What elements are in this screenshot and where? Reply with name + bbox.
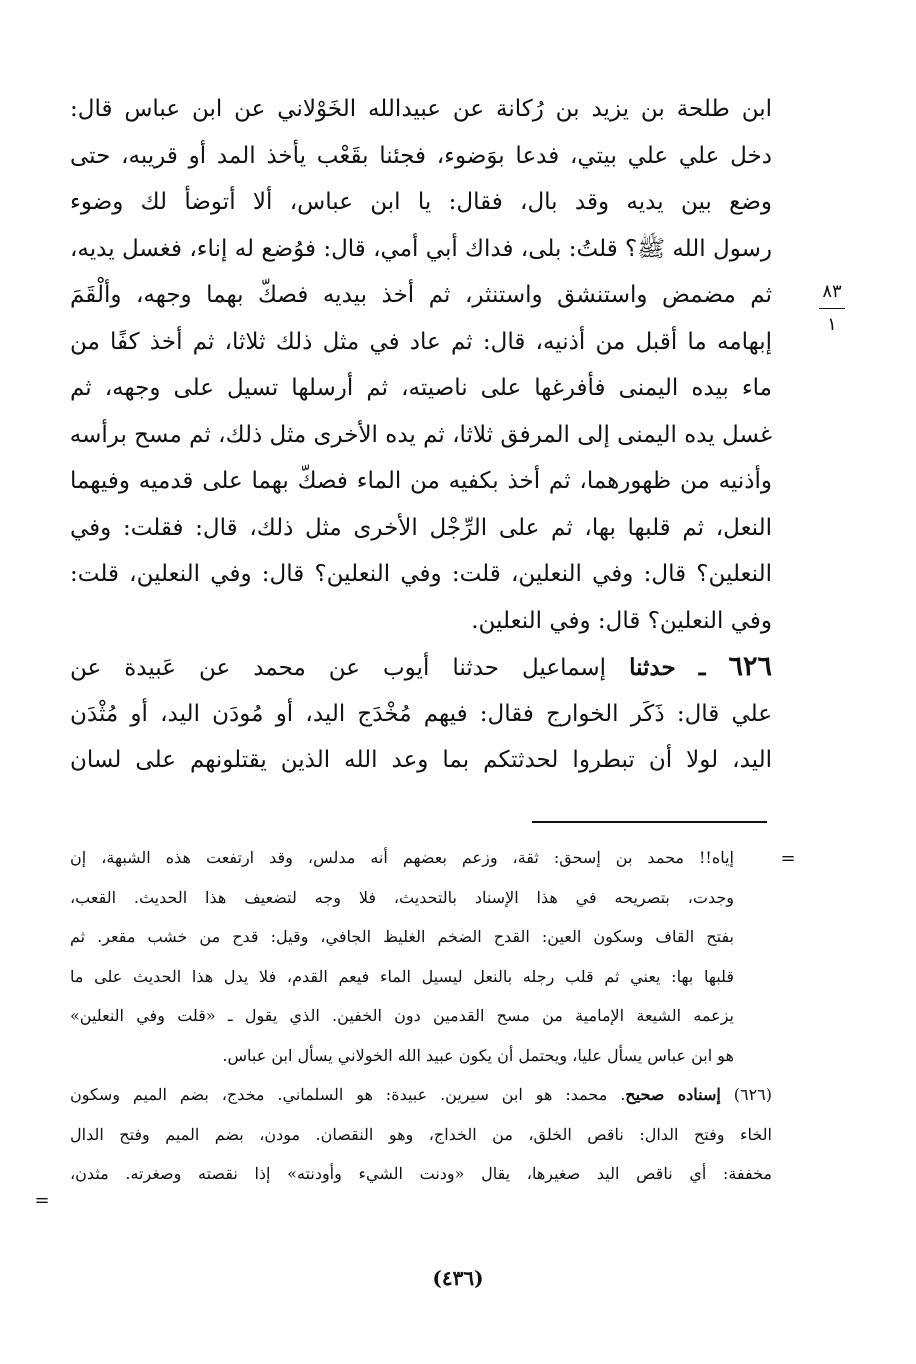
- main-line: إبهامه ما أقبل من أذنيه، قال: ثم عاد في مثل ذلك ثلاثا، ثم أخذ كفًا من: [70, 328, 772, 355]
- footnote-continuation-mark: =: [780, 848, 796, 869]
- main-line: وأذنيه من ظهورهما، ثم أخذ بكفيه من الماء فصكّ بهما على قدميه وفيهما: [70, 468, 772, 494]
- hadith-heading-line: [70, 644, 772, 691]
- footnote-label: إسناده صحيح: [625, 1085, 721, 1104]
- footnote-ref: (٦٢٦): [733, 1085, 772, 1104]
- footnote-line: الخاء وفتح الدال: ناقص الخلق، من الخداج، وهو النقصان. مودن، بضم الميم وفتح الدال: [70, 1124, 772, 1144]
- main-line: دخل علي علي بيتي، فدعا بوَضوء، فجئنا بقَعْب يأخذ المد أو قريبه، حتى: [70, 142, 772, 169]
- main-line: ابن طلحة بن يزيد بن رُكانة عن عبيدالله الخَوْلاني عن ابن عباس قال:: [70, 96, 772, 122]
- footnote-line: قلبها بها: يعني ثم قلب رجله بالنعل ليسيل الماء فيعم القدم، فلا يدل هذا الحديث على ما: [70, 966, 734, 986]
- hadith-number: ٦٢٦: [728, 651, 772, 682]
- footnote-separator: [532, 821, 767, 823]
- footnote-line: هو ابن عباس يسأل عليا، ويحتمل أن يكون عبيد الله الخولاني يسأل ابن عباس.: [222, 1045, 734, 1065]
- footnote-continuation-mark-end: =: [34, 1190, 50, 1211]
- margin-ref-page: ١: [827, 314, 837, 335]
- footnote-626-line: [70, 1075, 772, 1115]
- main-line: وفي النعلين؟ قال: وفي النعلين.: [471, 607, 772, 634]
- page-number: (٤٣٦): [432, 1266, 484, 1290]
- main-line: ماء بيده اليمنى فأفرغها على ناصيته، ثم أرسلها تسيل على وجهه، ثم: [70, 375, 772, 401]
- margin-ref-volume: ٨٣: [822, 281, 842, 302]
- main-line: علي قال: ذَكَر الخوارج فقال: فيهم مُخْدَج اليد، أو مُودَن اليد، أو مُثْدَن: [70, 700, 772, 727]
- hadith-text: إسماعيل حدثنا أيوب عن محمد عن عَبيدة عن: [70, 655, 607, 681]
- footnote-line: مخففة: أي ناقص اليد صغيرها، يقال «ودنت الشيء وأودنته» إذا نقصته وصغرته. مثدن،: [70, 1164, 772, 1183]
- main-line: غسل يده اليمنى إلى المرفق ثلاثا، ثم يده الأخرى مثل ذلك، ثم مسح برأسه: [70, 421, 772, 448]
- margin-reference: [812, 280, 852, 337]
- main-line: النعلين؟ قال: وفي النعلين، قلت: وفي النعلين؟ قال: وفي النعلين، قلت:: [70, 561, 772, 587]
- footnote-text: . محمد: هو ابن سيرين. عبيدة: هو السلماني. مخدج، بضم الميم وسكون: [70, 1085, 626, 1104]
- main-line: النعل، ثم قلبها بها، ثم على الرِّجْل الأخرى مثل ذلك، قال: فقلت: وفي: [70, 514, 772, 541]
- main-line: رسول الله ﷺ؟ قلتُ: بلى، فداك أبي أمي، قال: فوُضع له إناء، فغسل يديه،: [70, 235, 772, 262]
- main-line: وضع بين يديه وقد بال، فقال: يا ابن عباس، ألا أتوضأ لك وضوء: [70, 189, 772, 215]
- footnote-line: إياه!! محمد بن إسحق: ثقة، وزعم بعضهم أنه مدلس، وقد ارتفعت هذه الشبهة، إن: [70, 848, 734, 867]
- hadith-keyword: حدثنا: [629, 654, 676, 681]
- main-line: اليد، لولا أن تبطروا لحدثتكم بما وعد الله الذين يقتلونهم على لسان: [70, 747, 772, 773]
- margin-ref-rule: [819, 308, 845, 309]
- footnote-line: وجدت، بتصريحه في هذا الإسناد بالتحديث، فلا وجه لتضعيف هذا الحديث. القعب،: [70, 887, 734, 907]
- footnotes: [70, 838, 772, 1194]
- main-line: ثم مضمض واستنشق واستنثر، ثم أخذ بيديه فصكّ بهما وجهه، وألْقَمَ: [70, 282, 772, 308]
- main-text: [70, 86, 772, 784]
- footnote-line: بفتح القاف وسكون العين: القدح الضخم الغليظ الجافي، وقيل: قدح من خشب مقعر. ثم: [70, 927, 734, 946]
- footnote-line: يزعمه الشيعة الإمامية من مسح القدمين دون الخفين. الذي يقول ـ «قلت وفي النعلين»: [70, 1006, 734, 1025]
- hadith-dash: ـ: [698, 654, 706, 681]
